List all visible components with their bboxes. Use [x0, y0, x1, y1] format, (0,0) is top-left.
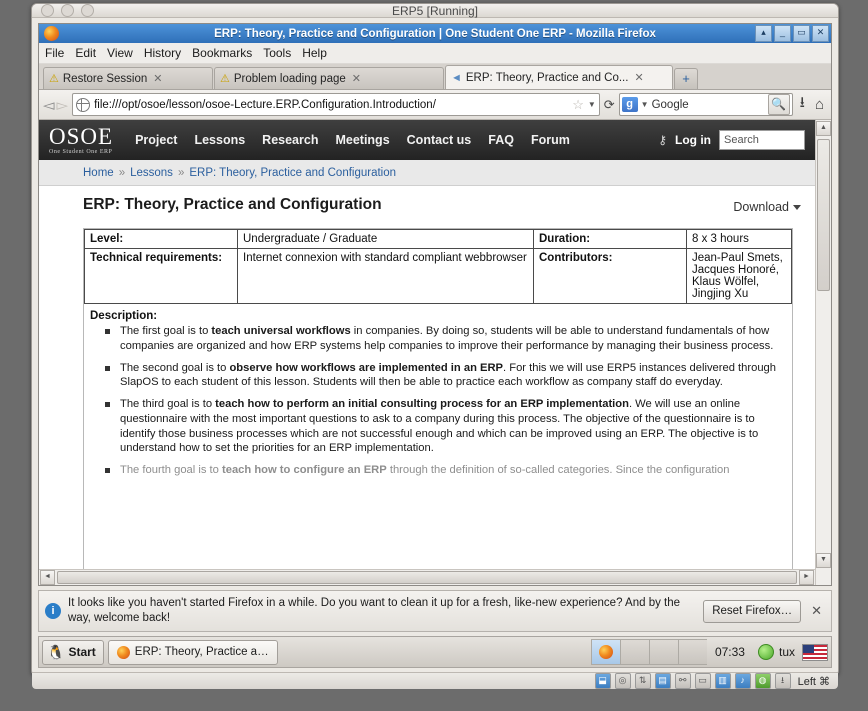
tab-erp-theory-practice[interactable] — [445, 65, 673, 89]
goal-prefix: The first goal is to — [120, 325, 212, 337]
system-tray[interactable] — [591, 640, 828, 664]
breadcrumb-current[interactable]: ERP: Theory, Practice and Configuration — [189, 166, 397, 179]
requirements-value: Internet connexion with standard compliant webbrowser — [238, 249, 534, 304]
firefox-notification-bar — [38, 590, 832, 632]
vm-host-key-label: Left ⌘ — [797, 675, 830, 688]
firefox-navigation-toolbar[interactable] — [39, 90, 831, 120]
firefox-titlebar — [39, 24, 831, 43]
breadcrumb-lessons[interactable]: Lessons — [130, 166, 173, 179]
tab-label: Restore Session — [62, 72, 148, 85]
penguin-icon: 🐧 — [47, 643, 65, 660]
vm-usb-icon[interactable]: ⚯ — [675, 673, 691, 689]
title-row — [39, 186, 815, 222]
goal-prefix: The fourth goal is to — [120, 464, 222, 477]
firefox-window-controls[interactable] — [755, 25, 829, 42]
table-row — [85, 230, 792, 249]
clock: 07:33 — [714, 645, 745, 659]
vm-hdd-icon[interactable]: ▥ — [715, 673, 731, 689]
breadcrumb-home[interactable]: Home — [83, 166, 114, 179]
warning-icon: ⚠ — [49, 73, 59, 85]
goal-emphasis: teach how to configure an ERP — [222, 464, 387, 477]
site-search-input[interactable]: Search — [719, 130, 805, 150]
search-icon[interactable]: 🔍 — [768, 94, 790, 115]
vm-statusbar — [32, 672, 838, 689]
duration-label: Duration: — [534, 230, 687, 249]
nav-faq[interactable]: FAQ — [488, 133, 514, 147]
taskbar-window-label: ERP: Theory, Practice a… — [134, 646, 269, 658]
notification-text: It looks like you haven't started Firefox in a while. Do you want to clean it up for a fresh, like-new experience? And by the way, welcome back! — [68, 597, 681, 624]
level-value: Undergraduate / Graduate — [238, 230, 534, 249]
chevron-down-icon — [793, 205, 801, 210]
vm-display-icon[interactable]: ▭ — [695, 673, 711, 689]
page-viewport — [39, 120, 831, 585]
list-item — [118, 397, 780, 456]
globe-icon — [76, 98, 90, 112]
goal-emphasis: observe how workflows are implemented in an ERP — [229, 361, 504, 374]
vm-capture-icon[interactable]: ⭳ — [775, 673, 791, 689]
key-icon: ⚷ — [658, 133, 667, 147]
forward-icon: ▻ — [56, 96, 69, 114]
goal-prefix: The second goal is to — [120, 361, 230, 374]
tab-label: Problem loading page — [233, 72, 346, 85]
tab-close-icon[interactable]: ✕ — [634, 72, 644, 84]
tray-pager-4[interactable] — [678, 639, 707, 665]
breadcrumb-separator: » — [118, 166, 126, 179]
user-label: tux — [778, 645, 795, 659]
google-icon[interactable]: g — [622, 97, 638, 112]
maximize-icon[interactable]: ▭ — [793, 25, 810, 42]
close-icon[interactable]: ✕ — [811, 603, 822, 618]
lesson-info-panel — [83, 228, 793, 569]
reset-firefox-button[interactable]: Reset Firefox… — [703, 600, 801, 623]
list-item — [118, 463, 780, 478]
goal-emphasis: teach universal workflows — [211, 325, 351, 337]
hscroll-thumb[interactable] — [57, 571, 797, 584]
reload-icon[interactable]: ⟳ — [603, 96, 615, 112]
search-input[interactable]: Google — [651, 98, 689, 111]
logo-text: OSOE — [49, 124, 114, 149]
contributor-name: Jacques Honoré, — [692, 264, 779, 276]
tab-problem-loading-page[interactable] — [214, 67, 444, 89]
vm-titlebar — [32, 4, 838, 18]
tray-pager-2[interactable] — [620, 639, 649, 665]
goal-emphasis: teach how to perform an initial consulting process for an ERP implementation — [215, 398, 629, 411]
firefox-window-title: ERP: Theory, Practice and Configuration | One Student One ERP - Mozilla Firefox — [214, 27, 656, 40]
page-title: ERP: Theory, Practice and Configuration — [83, 196, 382, 213]
tab-close-icon[interactable]: ✕ — [351, 73, 361, 85]
site-header — [39, 120, 815, 160]
url-text: file:///opt/osoe/lesson/osoe-Lecture.ERP.Configuration.Introduction/ — [94, 98, 436, 111]
start-button[interactable] — [42, 640, 104, 665]
contributor-name: Jingjing Xu — [692, 288, 749, 300]
level-label: Level: — [85, 230, 238, 249]
start-button-label: Start — [68, 645, 96, 659]
goal-suffix: in companies. By doing so, students will be able to understand fundamentals of how companies are organized and how ERP systems help companies to improve their performance by managing their business process. — [120, 325, 774, 352]
new-tab-button[interactable]: + — [674, 68, 698, 89]
table-row — [85, 249, 792, 304]
firefox-window — [38, 23, 832, 586]
header-right-group — [658, 130, 805, 150]
login-link[interactable]: Log in — [675, 133, 711, 147]
scroll-right-icon[interactable]: ► — [799, 570, 814, 585]
logo-subtext: One Student One ERP — [49, 149, 113, 155]
menu-history[interactable]: History — [143, 46, 182, 60]
vm-window-title: ERP5 [Running] — [391, 3, 479, 18]
download-arrow-icon[interactable]: ⭳ — [799, 94, 805, 111]
description-goal-list — [84, 324, 792, 478]
goal-suffix: . For this we will use ERP5 instances delivered through SlapOS to each student of this lesson. Students will then be able to practice each workflow as company staff do everyday. — [120, 361, 776, 389]
keyboard-layout-flag-icon[interactable] — [802, 644, 828, 661]
menu-bookmarks[interactable]: Bookmarks — [192, 46, 253, 60]
scroll-down-icon[interactable]: ▼ — [816, 553, 831, 568]
breadcrumb[interactable] — [39, 160, 815, 186]
lesson-meta-table — [84, 229, 792, 304]
vm-network-icon[interactable]: ⇅ — [635, 673, 651, 689]
vm-floppy-icon[interactable]: ⬓ — [595, 673, 611, 689]
goal-suffix: . We will use an online questionnaire with the most important questions to ask to a company during this process. The objective of the questionnaire is to identify those business processes which are not successful enough and which can be improved using an ERP. The objective is to understand how to set the priorities for an ERP implementation. — [120, 398, 759, 455]
tab-close-icon[interactable]: ✕ — [153, 73, 163, 85]
firefox-logo-icon — [44, 26, 59, 41]
menu-edit[interactable]: Edit — [75, 46, 97, 60]
firefox-menubar[interactable] — [39, 43, 831, 64]
search-bar[interactable] — [619, 93, 793, 116]
site-navigation[interactable] — [135, 133, 570, 147]
goal-prefix: The third goal is to — [120, 398, 216, 411]
vm-shared-folder-icon[interactable]: ▤ — [655, 673, 671, 689]
nav-meetings[interactable]: Meetings — [335, 133, 390, 147]
goal-suffix: through the definition of so-called categories. Since the configuration — [386, 464, 730, 477]
vm-cd-icon[interactable]: ◎ — [615, 673, 631, 689]
address-bar[interactable] — [72, 93, 600, 116]
scroll-left-icon[interactable]: ◄ — [40, 570, 55, 585]
breadcrumb-separator: » — [177, 166, 185, 179]
nav-contact-us[interactable]: Contact us — [406, 133, 472, 147]
tab-label: ERP: Theory, Practice and Co... — [465, 71, 629, 84]
chevron-down-icon[interactable]: ▼ — [640, 100, 649, 109]
scroll-up-icon[interactable]: ▲ — [816, 121, 831, 136]
taskbar-window-button[interactable] — [108, 640, 278, 665]
download-menu-label: Download — [733, 200, 789, 214]
vscroll-thumb[interactable] — [817, 139, 830, 291]
restore-up-icon[interactable]: ▴ — [755, 25, 772, 42]
menu-help[interactable]: Help — [302, 46, 327, 60]
page-icon: ◄ — [451, 71, 462, 84]
menu-tools[interactable]: Tools — [263, 46, 292, 60]
firefox-icon — [117, 646, 130, 659]
download-menu-button[interactable] — [733, 200, 801, 214]
menu-view[interactable]: View — [107, 46, 133, 60]
list-item — [118, 324, 780, 354]
menu-file[interactable]: File — [45, 46, 65, 60]
nav-lessons[interactable]: Lessons — [194, 133, 246, 147]
tray-pager-3[interactable] — [649, 639, 678, 665]
horizontal-scrollbar[interactable] — [39, 569, 815, 585]
tray-pager-1[interactable] — [591, 639, 620, 665]
vm-screen — [32, 18, 838, 672]
contributor-name: Jean-Paul Smets, — [692, 252, 783, 264]
contributor-name: Klaus Wölfel, — [692, 276, 760, 288]
bookmark-star-icon[interactable]: ☆ — [572, 96, 584, 112]
duration-value: 8 x 3 hours — [687, 230, 792, 249]
contributors-value — [687, 249, 792, 304]
home-icon[interactable]: ⌂ — [814, 96, 824, 113]
chevron-down-icon[interactable]: ▼ — [587, 100, 596, 109]
vertical-scrollbar[interactable] — [815, 120, 831, 585]
tab-restore-session[interactable] — [43, 67, 213, 89]
virtualbox-window — [31, 3, 839, 688]
minimize-icon[interactable]: _ — [774, 25, 791, 42]
requirements-label: Technical requirements: — [85, 249, 238, 304]
warning-icon: ⚠ — [220, 73, 230, 85]
list-item — [118, 361, 780, 391]
nav-research[interactable]: Research — [262, 133, 319, 147]
osoe-logo[interactable] — [49, 125, 113, 155]
back-icon[interactable]: ◅ — [43, 96, 55, 114]
nav-project[interactable]: Project — [135, 133, 178, 147]
contributors-label: Contributors: — [534, 249, 687, 304]
vm-guest-additions-icon[interactable]: ◍ — [755, 673, 771, 689]
close-icon[interactable]: ✕ — [812, 25, 829, 42]
status-led-icon — [758, 644, 774, 660]
firefox-tabstrip[interactable] — [39, 64, 831, 90]
desktop-taskbar — [38, 636, 832, 668]
info-icon: i — [45, 603, 61, 619]
navigation-arrows[interactable] — [43, 96, 68, 114]
description-label: Description: — [90, 310, 158, 322]
nav-forum[interactable]: Forum — [530, 133, 570, 147]
vm-audio-icon[interactable]: ♪ — [735, 673, 751, 689]
firefox-icon — [599, 645, 613, 659]
page-content — [39, 120, 815, 585]
